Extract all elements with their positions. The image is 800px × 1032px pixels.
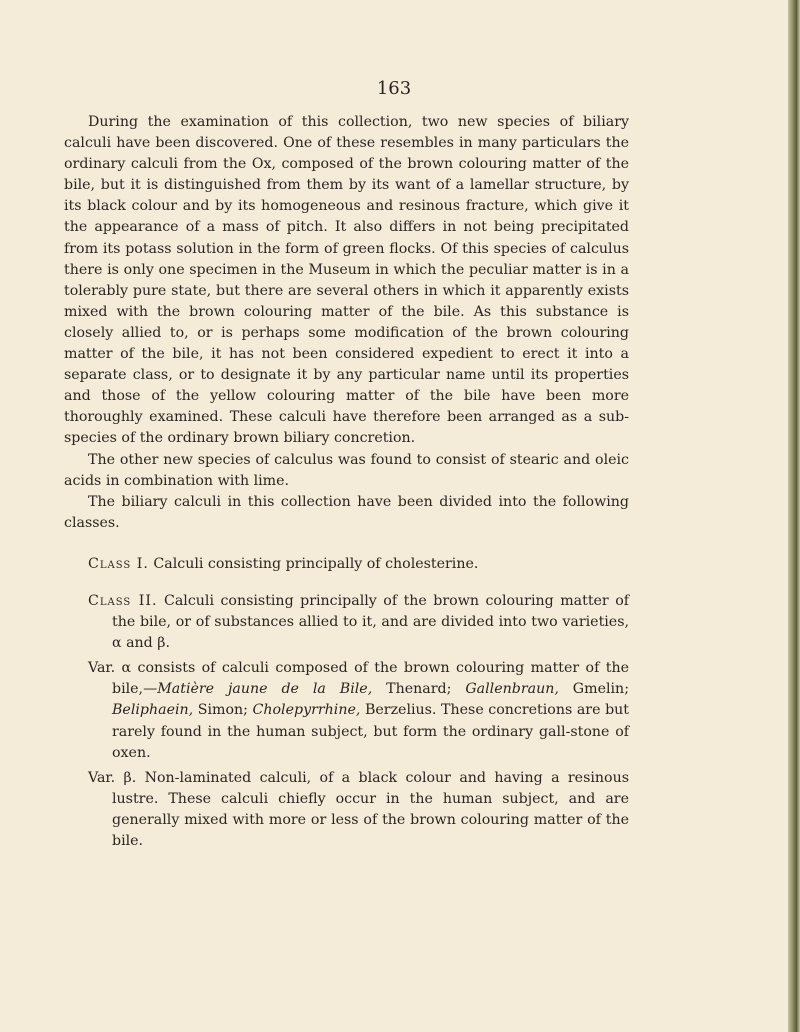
variety-alpha-name-3: Beliphaein, — [112, 702, 194, 719]
page-edge — [788, 0, 800, 1032]
class-one-text: Calculi consisting principally of cholesterine. — [153, 555, 479, 572]
variety-beta-text: Non-laminated calculi, of a black colour and having a resinous lustre. These calculi chiefly occur in the human subject, and are generally mixed with more or less of the brown colouring matter of the bile. — [112, 769, 629, 849]
variety-alpha-author-2: Gmelin; — [572, 681, 629, 698]
variety-alpha-label: Var. α — [88, 660, 132, 677]
variety-alpha-author-4: Berzelius. — [364, 702, 437, 719]
variety-alpha-text: consists of calculi composed of the brown colouring matter of the bile,— — [112, 660, 629, 698]
variety-alpha-name-4: Cholepyrrhine, — [252, 702, 361, 719]
paragraph-second-species: The other new species of calculus was found to consist of stearic and oleic acids in combination with lime. — [64, 451, 629, 489]
class-two-entry — [88, 591, 629, 654]
class-two-label: Class II. — [88, 592, 158, 609]
variety-beta-entry — [88, 768, 629, 852]
class-two-text: Calculi consisting principally of the brown colouring matter of the bile, or of substances allied to it, and are divided into two varieties, α and β. — [112, 592, 629, 652]
paragraph-intro: During the examination of this collection, two new species of biliary calculi have been discovered. One of these resembles in many particulars the ordinary calculi from the Ox, composed of the brown colouring matter of the bile, but it is distinguished from them by its want of a lamellar structure, by its black colour and by its homogeneous and resinous fracture, which give it the appearance of a mass of pitch. It also differs in not being precipitated from its potass solution in the form of green flocks. Of this species of calculus there is only one specimen in the Museum in which the peculiar matter is in a tolerably pure state, but there are several others in which it apparently exists mixed with the brown colouring matter of the bile. As this substance is closely allied to, or is perhaps some modification of the brown colouring matter of the bile, it has not been considered expedient to erect it into a separate class, or to designate it by any particular name until its properties and those of the yellow colouring matter of the bile have been more thoroughly examined. These calculi have therefore been arranged as a sub-species of the ordinary brown biliary concretion. — [64, 114, 629, 447]
variety-beta-label: Var. β. — [88, 769, 137, 786]
variety-alpha-entry — [88, 658, 629, 763]
variety-alpha-author-1: Thenard; — [386, 681, 452, 698]
variety-alpha-author-3: Simon; — [197, 702, 248, 719]
class-one-entry — [88, 554, 629, 575]
body-text — [64, 112, 629, 852]
variety-alpha-name-1: Matière jaune de la Bile, — [157, 681, 373, 698]
variety-alpha-text-2: These concretions are but rarely found in the human subject, but form the ordinary gall-stone of oxen. — [112, 702, 629, 761]
paragraph-classes-intro: The biliary calculi in this collection have been divided into the following classes. — [64, 493, 629, 531]
variety-alpha-name-2: Gallenbraun, — [465, 681, 559, 698]
class-one-label: Class I. — [88, 555, 149, 572]
page-number: 163 — [376, 78, 412, 99]
